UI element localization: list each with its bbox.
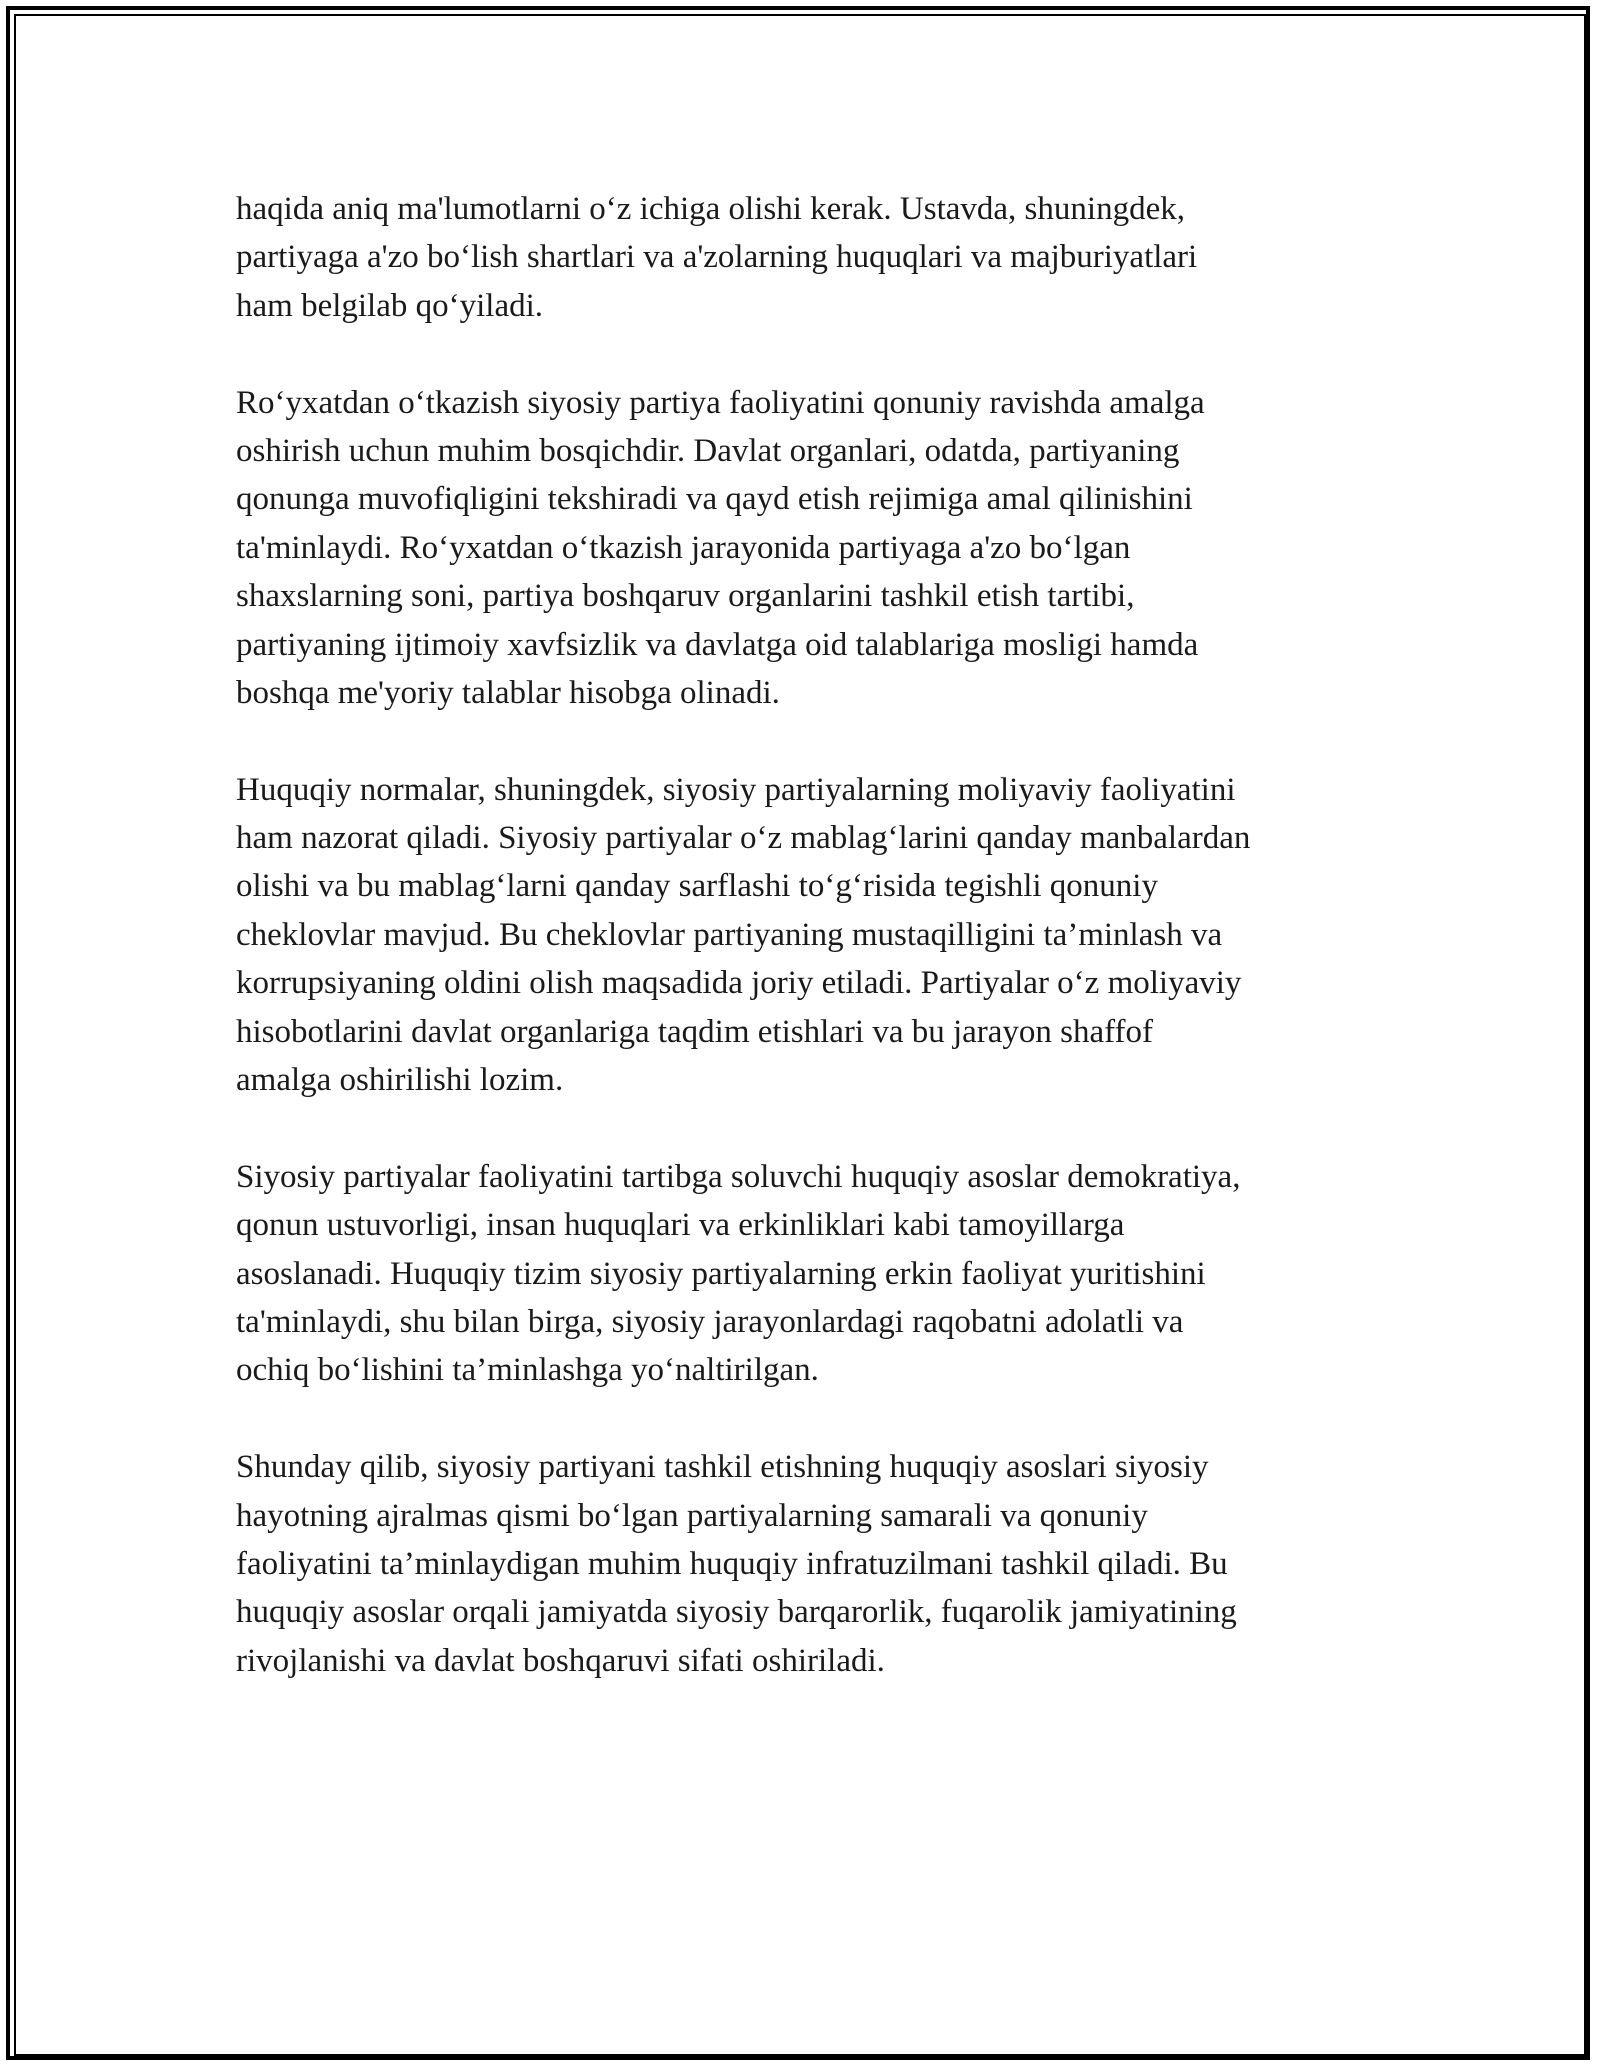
text-line: haqida aniq ma'lumotlarni o‘z ichiga olishi kerak. Ustavda, shuningdek,	[236, 191, 1185, 227]
text-line: ta'minlaydi, shu bilan birga, siyosiy jarayonlardagi raqobatni adolatli va	[236, 1303, 1184, 1340]
text-line: Shunday qilib, siyosiy partiyani tashkil etishning huquqiy asoslari siyosiy	[236, 1449, 1209, 1486]
paragraph-4	[236, 1153, 1376, 1395]
paragraph-2	[236, 379, 1376, 718]
text-line: ham nazorat qiladi. Siyosiy partiyalar o‘z mablag‘larini qanday manbalardan	[236, 820, 1251, 857]
text-line: ham belgilab qo‘yiladi.	[236, 287, 544, 324]
text-line: Siyosiy partiyalar faoliyatini tartibga soluvchi huquqiy asoslar demokratiya,	[236, 1158, 1241, 1195]
text-line: boshqa me'yoriy talablar hisobga olinadi.	[236, 674, 780, 711]
paragraph-1	[236, 185, 1376, 330]
text-line: Huquqiy normalar, shuningdek, siyosiy partiyalarning moliyaviy faoliyatini	[236, 771, 1236, 808]
text-line: Ro‘yxatdan o‘tkazish siyosiy partiya faoliyatini qonuniy ravishda amalga	[236, 384, 1205, 421]
text-line: hisobotlarini davlat organlariga taqdim etishlari va bu jarayon shaffof	[236, 1013, 1154, 1050]
text-line: faoliyatini ta’minlaydigan muhim huquqiy infratuzilmani tashkil qiladi. Bu	[236, 1545, 1228, 1582]
document-body	[236, 185, 1376, 1685]
text-line: qonun ustuvorligi, insan huquqlari va erkinliklari kabi tamoyillarga	[236, 1207, 1125, 1244]
text-line: huquqiy asoslar orqali jamiyatda siyosiy barqarorlik, fuqarolik jamiyatining	[236, 1594, 1237, 1631]
text-line: amalga oshirilishi lozim.	[236, 1062, 564, 1099]
text-line: asoslanadi. Huquqiy tizim siyosiy partiyalarning erkin faoliyat yuritishini	[236, 1255, 1206, 1292]
text-line: qonunga muvofiqligini tekshiradi va qayd etish rejimiga amal qilinishini	[236, 481, 1193, 518]
text-line: partiyaga a'zo bo‘lish shartlari va a'zolarning huquqlari va majburiyatlari	[236, 239, 1198, 276]
text-line: rivojlanishi va davlat boshqaruvi sifati oshiriladi.	[236, 1642, 885, 1679]
paragraph-3	[236, 766, 1376, 1105]
text-line: partiyaning ijtimoiy xavfsizlik va davlatga oid talablariga mosligi hamda	[236, 626, 1199, 663]
text-line: shaxslarning soni, partiya boshqaruv organlarini tashkil etish tartibi,	[236, 578, 1135, 615]
text-line: cheklovlar mavjud. Bu cheklovlar partiyaning mustaqilligini ta’minlash va	[236, 916, 1223, 953]
text-line: ochiq bo‘lishini ta’minlashga yo‘naltirilgan.	[236, 1352, 819, 1389]
text-line: oshirish uchun muhim bosqichdir. Davlat organlari, odatda, partiyaning	[236, 432, 1180, 469]
text-line: hayotning ajralmas qismi bo‘lgan partiyalarning samarali va qonuniy	[236, 1497, 1148, 1534]
text-line: olishi va bu mablag‘larni qanday sarflashi to‘g‘risida tegishli qonuniy	[236, 868, 1158, 905]
text-line: ta'minlaydi. Ro‘yxatdan o‘tkazish jarayonida partiyaga a'zo bo‘lgan	[236, 529, 1131, 566]
text-line: korrupsiyaning oldini olish maqsadida joriy etiladi. Partiyalar o‘z moliyaviy	[236, 965, 1242, 1002]
paragraph-5	[236, 1443, 1376, 1685]
